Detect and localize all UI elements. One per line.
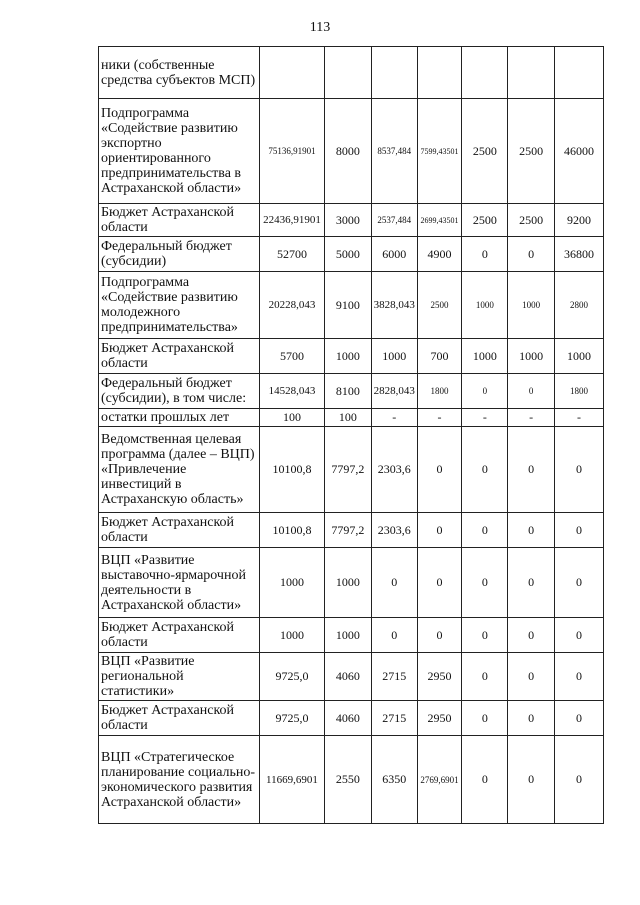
cell-value: 8100 [325,374,372,409]
cell-value: 0 [508,736,555,824]
table-row [99,548,604,618]
cell-value: 0 [371,618,417,653]
row-label: Подпрограмма «Содействие развитию молодежного предпринимательства» [99,272,260,339]
cell-value: 0 [508,653,555,701]
cell-total: 9725,0 [259,701,324,736]
cell-value: 2550 [325,736,372,824]
cell-value: 0 [508,618,555,653]
row-label: Бюджет Астраханской области [99,513,260,548]
budget-table [98,46,604,824]
cell-value: 1000 [325,548,372,618]
row-label: Бюджет Астраханской области [99,204,260,237]
cell-value: 0 [462,736,508,824]
cell-value: 2715 [371,701,417,736]
cell-value [508,47,555,99]
cell-value: 6000 [371,237,417,272]
cell-value: 0 [508,427,555,513]
cell-value: 2303,6 [371,427,417,513]
table-row [99,47,604,99]
cell-value: 0 [462,513,508,548]
cell-value: 1000 [508,339,555,374]
cell-value: 6350 [371,736,417,824]
row-label: Ведомственная целевая программа (далее – ВЦП) «Привлечение инвестиций в Астраханскую область» [99,427,260,513]
row-label: ники (собственные средства субъектов МСП) [99,47,260,99]
cell-value: 1000 [371,339,417,374]
cell-value: 1800 [555,374,604,409]
cell-value: 7599,43501 [417,99,462,204]
cell-value: 0 [462,374,508,409]
table-row [99,409,604,427]
cell-value: 9200 [555,204,604,237]
table-row [99,513,604,548]
cell-value: 2828,043 [371,374,417,409]
cell-value: 1000 [462,272,508,339]
row-label: Бюджет Астраханской области [99,701,260,736]
cell-total: 9725,0 [259,653,324,701]
cell-value: 5000 [325,237,372,272]
cell-value: 2537,484 [371,204,417,237]
cell-total: 11669,6901 [259,736,324,824]
row-label: Бюджет Астраханской области [99,618,260,653]
row-label: ВЦП «Развитие региональной статистики» [99,653,260,701]
cell-value: 0 [462,653,508,701]
cell-value: 0 [555,427,604,513]
row-label: Федеральный бюджет (субсидии), в том числе: [99,374,260,409]
cell-value: 1000 [462,339,508,374]
cell-value: - [371,409,417,427]
table-row [99,618,604,653]
cell-total: 100 [259,409,324,427]
cell-value: 9100 [325,272,372,339]
cell-value: 2715 [371,653,417,701]
row-label: Федеральный бюджет (субсидии) [99,237,260,272]
cell-value: 0 [555,548,604,618]
cell-value: - [462,409,508,427]
row-label: Подпрограмма «Содействие развитию экспортно ориентированного предпринимательства в Астраханской области» [99,99,260,204]
cell-value: 0 [371,548,417,618]
cell-value: 2800 [555,272,604,339]
cell-value: 2950 [417,653,462,701]
cell-value: 0 [462,548,508,618]
table-row [99,701,604,736]
cell-value: 1000 [325,618,372,653]
cell-total: 10100,8 [259,427,324,513]
cell-value: 2500 [417,272,462,339]
table-row [99,272,604,339]
cell-total: 10100,8 [259,513,324,548]
cell-value: 0 [417,427,462,513]
cell-total: 14528,043 [259,374,324,409]
cell-value: 0 [555,653,604,701]
cell-value: 2303,6 [371,513,417,548]
row-label: ВЦП «Развитие выставочно-ярмарочной деятельности в Астраханской области» [99,548,260,618]
row-label: ВЦП «Стратегическое планирование социально-экономического развития Астраханской области» [99,736,260,824]
cell-value: 0 [462,618,508,653]
cell-value: 0 [508,237,555,272]
cell-value: 0 [555,736,604,824]
cell-total: 20228,043 [259,272,324,339]
cell-value: 0 [417,513,462,548]
table-row [99,339,604,374]
cell-value: 4060 [325,701,372,736]
cell-value: 8000 [325,99,372,204]
table-row [99,99,604,204]
cell-value: 1000 [325,339,372,374]
cell-value: 2500 [508,204,555,237]
table-row [99,427,604,513]
table-row [99,374,604,409]
cell-value: 2500 [462,99,508,204]
cell-value: 1000 [555,339,604,374]
cell-value: 0 [555,618,604,653]
cell-value: 7797,2 [325,513,372,548]
cell-total: 1000 [259,548,324,618]
cell-value: 0 [462,427,508,513]
cell-value [462,47,508,99]
cell-value: - [508,409,555,427]
cell-value [325,47,372,99]
cell-value: 0 [555,701,604,736]
cell-value: 7797,2 [325,427,372,513]
cell-value: 0 [417,548,462,618]
cell-total: 75136,91901 [259,99,324,204]
cell-total: 52700 [259,237,324,272]
cell-value: - [417,409,462,427]
cell-value [417,47,462,99]
cell-value: 0 [508,374,555,409]
cell-value: 100 [325,409,372,427]
cell-value: 36800 [555,237,604,272]
cell-value: 1000 [508,272,555,339]
row-label: остатки прошлых лет [99,409,260,427]
cell-value: 700 [417,339,462,374]
table-row [99,237,604,272]
table-row [99,736,604,824]
cell-value [371,47,417,99]
cell-value [555,47,604,99]
cell-value: 0 [462,237,508,272]
row-label: Бюджет Астраханской области [99,339,260,374]
cell-value: 0 [508,701,555,736]
table-row [99,653,604,701]
cell-value: 2699,43501 [417,204,462,237]
cell-value: 3828,043 [371,272,417,339]
cell-value: 4900 [417,237,462,272]
cell-total: 1000 [259,618,324,653]
cell-value: 0 [508,513,555,548]
cell-value: 0 [555,513,604,548]
cell-value: 1800 [417,374,462,409]
cell-value: 0 [508,548,555,618]
cell-value: 2500 [508,99,555,204]
cell-value: 0 [462,701,508,736]
cell-value: - [555,409,604,427]
cell-value: 2769,6901 [417,736,462,824]
cell-value: 3000 [325,204,372,237]
cell-value: 4060 [325,653,372,701]
cell-value: 46000 [555,99,604,204]
cell-value: 0 [417,618,462,653]
table-row [99,204,604,237]
cell-total: 22436,91901 [259,204,324,237]
page-number: 113 [309,20,331,35]
cell-value: 2950 [417,701,462,736]
cell-total: 5700 [259,339,324,374]
cell-value: 2500 [462,204,508,237]
cell-total [259,47,324,99]
cell-value: 8537,484 [371,99,417,204]
